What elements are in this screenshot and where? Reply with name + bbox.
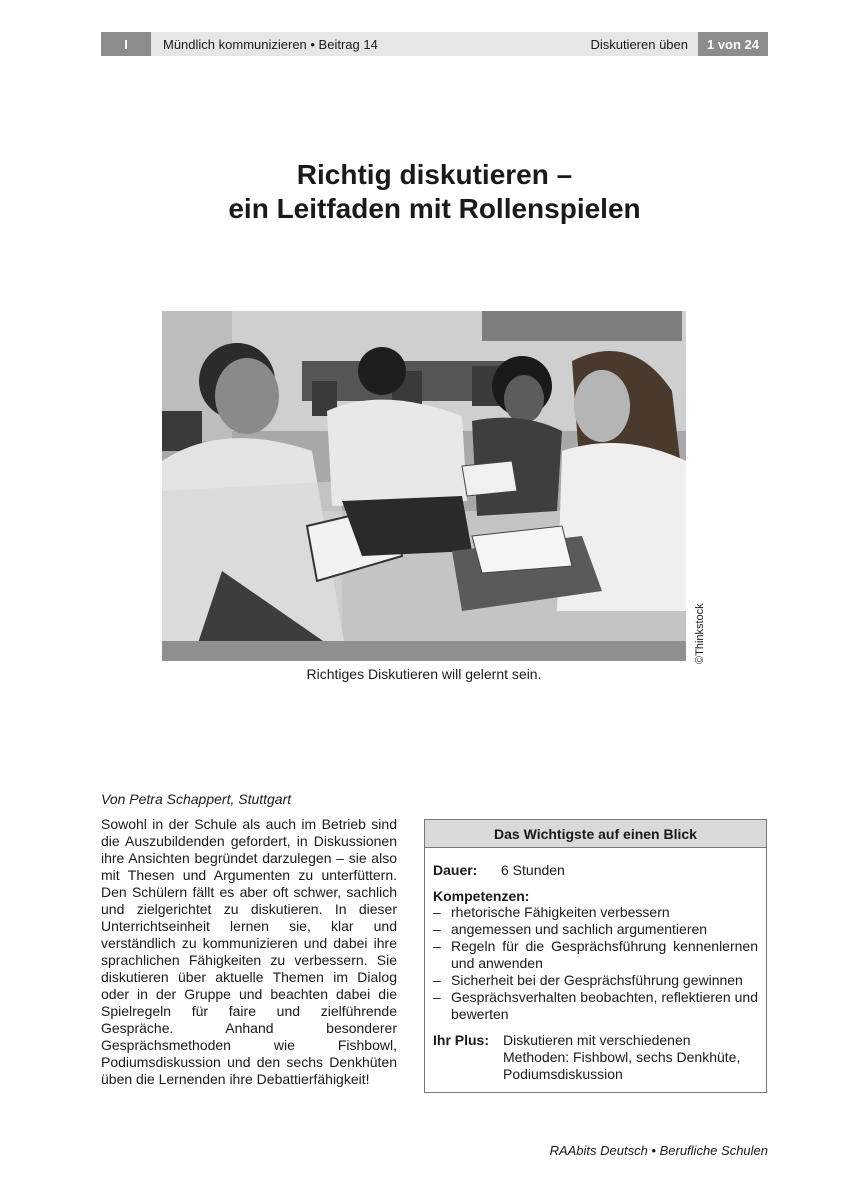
page-number: 1 von 24: [698, 32, 768, 56]
competencies-label: Kompetenzen:: [433, 888, 530, 904]
topic-label: Diskutieren üben: [590, 36, 688, 52]
page-title: [101, 158, 768, 226]
plus-value: Diskutieren mit verschiedenen Methoden: Fishbowl, sechs Denkhüte, Podiumsdiskussion: [503, 1032, 741, 1082]
title-line-1: Richtig diskutieren –: [296, 159, 573, 190]
page-footer: RAAbits Deutsch • Berufliche Schulen: [549, 1143, 768, 1158]
list-item: – Regeln für die Gesprächsführung kennenlernen und anwenden: [433, 938, 758, 971]
info-box: [424, 819, 767, 1093]
duration-row: [433, 862, 758, 878]
list-item: – angemessen und sachlich argumentieren: [433, 921, 708, 937]
photo-caption: Richtiges Diskutieren will gelernt sein.: [306, 666, 542, 682]
competency-text: Sicherheit bei der Gesprächsführung gewinnen: [451, 972, 743, 988]
duration-label: Dauer:: [433, 862, 478, 878]
competencies-list: [433, 904, 758, 1023]
plus-label: Ihr Plus:: [433, 1032, 490, 1048]
page-header: [101, 32, 768, 56]
students-discussing-image: [162, 311, 686, 661]
competency-text: rhetorische Fähigkeiten verbessern: [451, 904, 670, 920]
competency-text: Gesprächsverhalten beobachten, reflektieren und bewerten: [451, 989, 758, 1022]
intro-text: Sowohl in der Schule als auch im Betrieb sind die Auszubildenden gefordert, in Diskussionen ihre Ansichten begründet darzulegen – sie also mit Thesen und Argumenten zu unterfüttern. Den Schülern fällt es aber oft schwer, sachlich und zielgerichtet zu diskutieren. In dieser Unterrichtseinheit lernen sie, klar und verständlich zu kommunizieren und dabei ihre sprachlichen Fähigkeiten zu verbessern. Sie diskutieren über aktuelle Themen im Dialog oder in der Gruppe und beachten dabei die Spielregeln für faire und zielführende Gespräche. Anhand besonderer Gesprächsmethoden wie Fishbowl, Podiumsdiskussion und den sechs Denkhüten üben die Lernenden ihre Debattierfähigkeit!: [101, 816, 397, 1087]
list-item: – Sicherheit bei der Gesprächsführung gewinnen: [433, 972, 743, 988]
plus-row: [433, 1032, 758, 1083]
competency-text: angemessen und sachlich argumentieren: [451, 921, 708, 937]
section-badge: I: [101, 32, 151, 56]
title-line-2: ein Leitfaden mit Rollenspielen: [228, 193, 641, 224]
discussion-photo: [162, 311, 686, 661]
info-box-title: Das Wichtigste auf einen Blick: [425, 820, 766, 848]
list-item: – Gesprächsverhalten beobachten, reflektieren und bewerten: [433, 989, 758, 1022]
series-label: Mündlich kommunizieren • Beitrag 14: [163, 36, 378, 52]
list-item: – rhetorische Fähigkeiten verbessern: [433, 904, 670, 920]
duration-value: 6 Stunden: [501, 862, 565, 878]
photo-credit: ©Thinkstock: [694, 603, 706, 664]
competency-text: Regeln für die Gesprächsführung kennenlernen und anwenden: [451, 938, 758, 971]
author-line: Von Petra Schappert, Stuttgart: [101, 791, 292, 807]
